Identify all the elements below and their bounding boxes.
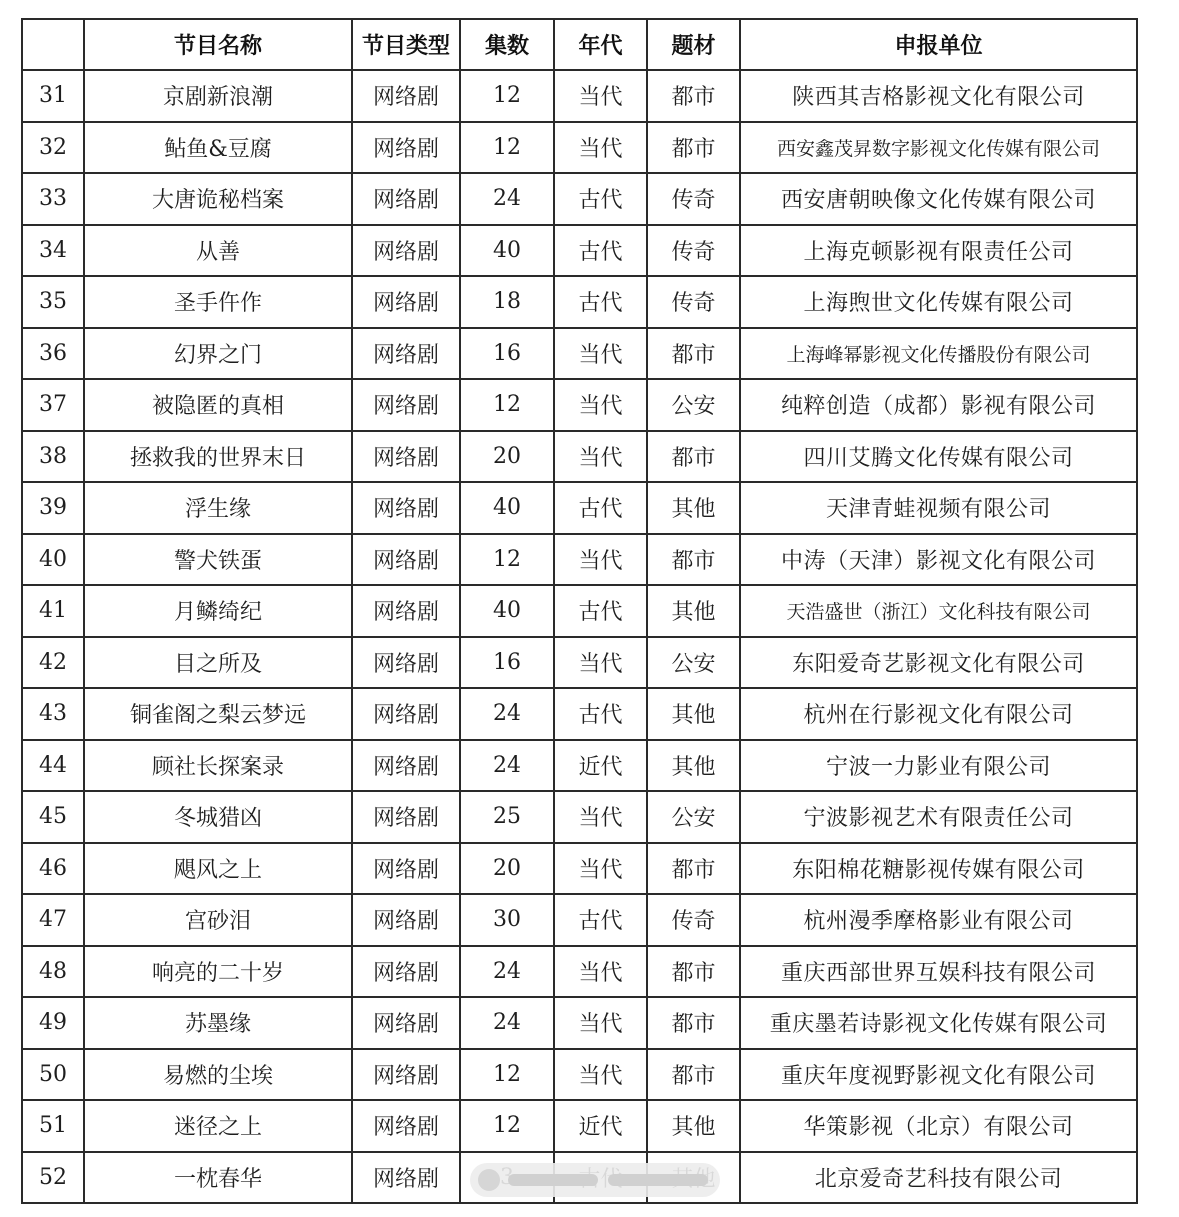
cell-theme: 都市 [647, 997, 740, 1049]
cell-theme: 都市 [647, 946, 740, 998]
cell-era: 当代 [554, 997, 647, 1049]
cell-episodes: 18 [460, 276, 554, 328]
cell-program-type: 网络剧 [352, 328, 460, 380]
cell-index: 37 [22, 379, 84, 431]
cell-index: 44 [22, 740, 84, 792]
cell-program-name: 迷径之上 [84, 1100, 352, 1152]
cell-theme: 公安 [647, 379, 740, 431]
cell-applicant: 四川艾腾文化传媒有限公司 [740, 431, 1137, 483]
cell-theme: 传奇 [647, 276, 740, 328]
cell-theme: 都市 [647, 70, 740, 122]
header-applicant: 申报单位 [740, 19, 1137, 70]
header-theme: 题材 [647, 19, 740, 70]
cell-theme: 都市 [647, 534, 740, 586]
table-row [22, 688, 1137, 740]
cell-theme: 公安 [647, 791, 740, 843]
cell-applicant: 天津青蛙视频有限公司 [740, 482, 1137, 534]
cell-era: 古代 [554, 894, 647, 946]
cell-era: 当代 [554, 946, 647, 998]
cell-applicant: 上海煦世文化传媒有限公司 [740, 276, 1137, 328]
cell-era: 当代 [554, 534, 647, 586]
cell-program-name: 铜雀阁之梨云梦远 [84, 688, 352, 740]
table-row [22, 379, 1137, 431]
cell-theme: 其他 [647, 482, 740, 534]
cell-index: 32 [22, 122, 84, 174]
cell-program-name: 警犬铁蛋 [84, 534, 352, 586]
cell-episodes: 25 [460, 791, 554, 843]
cell-applicant: 陕西其吉格影视文化有限公司 [740, 70, 1137, 122]
cell-era: 当代 [554, 431, 647, 483]
cell-episodes: 40 [460, 585, 554, 637]
cell-program-type: 网络剧 [352, 70, 460, 122]
table-row [22, 173, 1137, 225]
cell-episodes: 24 [460, 173, 554, 225]
cell-episodes: 12 [460, 70, 554, 122]
cell-index: 38 [22, 431, 84, 483]
cell-index: 35 [22, 276, 84, 328]
cell-program-name: 大唐诡秘档案 [84, 173, 352, 225]
cell-program-name: 易燃的尘埃 [84, 1049, 352, 1101]
cell-program-name: 圣手仵作 [84, 276, 352, 328]
cell-era: 古代 [554, 173, 647, 225]
cell-theme: 其他 [647, 585, 740, 637]
cell-theme: 传奇 [647, 173, 740, 225]
table-row [22, 946, 1137, 998]
cell-era: 古代 [554, 225, 647, 277]
cell-program-name: 飓风之上 [84, 843, 352, 895]
table-row [22, 740, 1137, 792]
table-header-row [22, 19, 1137, 70]
cell-era: 当代 [554, 843, 647, 895]
cell-episodes: 24 [460, 997, 554, 1049]
header-era: 年代 [554, 19, 647, 70]
table-row [22, 791, 1137, 843]
cell-episodes: 16 [460, 328, 554, 380]
cell-index: 33 [22, 173, 84, 225]
document-sheet [21, 18, 1138, 1204]
cell-era: 古代 [554, 276, 647, 328]
cell-theme: 都市 [647, 431, 740, 483]
cell-era: 当代 [554, 379, 647, 431]
table-row [22, 1100, 1137, 1152]
cell-applicant: 重庆西部世界互娱科技有限公司 [740, 946, 1137, 998]
cell-index: 34 [22, 225, 84, 277]
table-row [22, 997, 1137, 1049]
cell-index: 48 [22, 946, 84, 998]
cell-episodes: 20 [460, 843, 554, 895]
cell-program-type: 网络剧 [352, 997, 460, 1049]
header-episodes: 集数 [460, 19, 554, 70]
cell-program-name: 京剧新浪潮 [84, 70, 352, 122]
cell-episodes: 16 [460, 637, 554, 689]
cell-episodes: 12 [460, 379, 554, 431]
cell-episodes: 12 [460, 1100, 554, 1152]
cell-program-type: 网络剧 [352, 688, 460, 740]
cell-applicant: 中涛（天津）影视文化有限公司 [740, 534, 1137, 586]
cell-era: 近代 [554, 1100, 647, 1152]
cell-episodes: 20 [460, 431, 554, 483]
cell-applicant: 上海克顿影视有限责任公司 [740, 225, 1137, 277]
cell-program-type: 网络剧 [352, 637, 460, 689]
cell-index: 52 [22, 1152, 84, 1204]
cell-program-type: 网络剧 [352, 946, 460, 998]
table-row [22, 276, 1137, 328]
watermark-text-bar [508, 1174, 598, 1186]
cell-theme: 传奇 [647, 225, 740, 277]
cell-applicant: 杭州漫季摩格影业有限公司 [740, 894, 1137, 946]
cell-episodes: 24 [460, 740, 554, 792]
cell-program-name: 宫砂泪 [84, 894, 352, 946]
cell-index: 45 [22, 791, 84, 843]
cell-era: 近代 [554, 740, 647, 792]
cell-applicant: 宁波影视艺术有限责任公司 [740, 791, 1137, 843]
cell-program-type: 网络剧 [352, 173, 460, 225]
cell-applicant: 纯粹创造（成都）影视有限公司 [740, 379, 1137, 431]
cell-era: 当代 [554, 791, 647, 843]
cell-program-name: 拯救我的世界末日 [84, 431, 352, 483]
table-row [22, 225, 1137, 277]
watermark-text-bar [608, 1174, 708, 1186]
table-row [22, 534, 1137, 586]
cell-program-name: 响亮的二十岁 [84, 946, 352, 998]
table-row [22, 122, 1137, 174]
cell-applicant: 宁波一力影业有限公司 [740, 740, 1137, 792]
cell-theme: 都市 [647, 843, 740, 895]
table-row [22, 637, 1137, 689]
cell-index: 39 [22, 482, 84, 534]
cell-applicant: 东阳棉花糖影视传媒有限公司 [740, 843, 1137, 895]
cell-program-name: 鲇鱼&豆腐 [84, 122, 352, 174]
watermark-overlay [470, 1163, 720, 1197]
cell-theme: 公安 [647, 637, 740, 689]
cell-index: 42 [22, 637, 84, 689]
cell-index: 50 [22, 1049, 84, 1101]
cell-episodes: 12 [460, 1049, 554, 1101]
cell-applicant: 北京爱奇艺科技有限公司 [740, 1152, 1137, 1204]
header-index [22, 19, 84, 70]
cell-index: 49 [22, 997, 84, 1049]
cell-theme: 其他 [647, 1100, 740, 1152]
cell-program-type: 网络剧 [352, 585, 460, 637]
cell-era: 当代 [554, 122, 647, 174]
cell-applicant: 西安鑫茂昇数字影视文化传媒有限公司 [740, 122, 1137, 174]
cell-program-type: 网络剧 [352, 740, 460, 792]
cell-theme: 都市 [647, 1049, 740, 1101]
cell-program-type: 网络剧 [352, 791, 460, 843]
cell-program-name: 被隐匿的真相 [84, 379, 352, 431]
cell-applicant: 重庆墨若诗影视文化传媒有限公司 [740, 997, 1137, 1049]
cell-index: 46 [22, 843, 84, 895]
cell-theme: 其他 [647, 688, 740, 740]
cell-program-type: 网络剧 [352, 1100, 460, 1152]
cell-program-type: 网络剧 [352, 1049, 460, 1101]
header-program-type: 节目类型 [352, 19, 460, 70]
table-row [22, 1049, 1137, 1101]
cell-program-name: 从善 [84, 225, 352, 277]
cell-era: 古代 [554, 585, 647, 637]
cell-program-type: 网络剧 [352, 379, 460, 431]
cell-era: 当代 [554, 328, 647, 380]
cell-index: 36 [22, 328, 84, 380]
cell-era: 古代 [554, 482, 647, 534]
table-body [22, 70, 1137, 1203]
cell-theme: 传奇 [647, 894, 740, 946]
cell-era: 当代 [554, 70, 647, 122]
cell-program-name: 一枕春华 [84, 1152, 352, 1204]
cell-index: 40 [22, 534, 84, 586]
cell-episodes: 12 [460, 122, 554, 174]
cell-episodes: 40 [460, 482, 554, 534]
cell-applicant: 重庆年度视野影视文化有限公司 [740, 1049, 1137, 1101]
cell-episodes: 24 [460, 688, 554, 740]
table-row [22, 431, 1137, 483]
cell-episodes: 40 [460, 225, 554, 277]
cell-episodes: 24 [460, 946, 554, 998]
header-program-name: 节目名称 [84, 19, 352, 70]
cell-era: 古代 [554, 688, 647, 740]
cell-episodes: 30 [460, 894, 554, 946]
cell-index: 51 [22, 1100, 84, 1152]
cell-program-type: 网络剧 [352, 122, 460, 174]
cell-program-type: 网络剧 [352, 276, 460, 328]
watermark-logo-icon [478, 1169, 500, 1191]
table-row [22, 70, 1137, 122]
cell-program-type: 网络剧 [352, 843, 460, 895]
cell-program-type: 网络剧 [352, 1152, 460, 1204]
table-row [22, 843, 1137, 895]
cell-program-type: 网络剧 [352, 894, 460, 946]
cell-applicant: 华策影视（北京）有限公司 [740, 1100, 1137, 1152]
program-table [21, 18, 1138, 1204]
cell-theme: 都市 [647, 328, 740, 380]
cell-program-name: 苏墨缘 [84, 997, 352, 1049]
cell-applicant: 杭州在行影视文化有限公司 [740, 688, 1137, 740]
cell-applicant: 天浩盛世（浙江）文化科技有限公司 [740, 585, 1137, 637]
cell-index: 43 [22, 688, 84, 740]
cell-episodes: 12 [460, 534, 554, 586]
cell-program-name: 冬城猎凶 [84, 791, 352, 843]
cell-index: 47 [22, 894, 84, 946]
table-row [22, 328, 1137, 380]
cell-applicant: 西安唐朝映像文化传媒有限公司 [740, 173, 1137, 225]
table-row [22, 894, 1137, 946]
cell-era: 当代 [554, 637, 647, 689]
cell-program-name: 月鳞绮纪 [84, 585, 352, 637]
cell-program-type: 网络剧 [352, 534, 460, 586]
cell-index: 31 [22, 70, 84, 122]
cell-program-name: 顾社长探案录 [84, 740, 352, 792]
cell-program-name: 目之所及 [84, 637, 352, 689]
cell-applicant: 上海峰幂影视文化传播股份有限公司 [740, 328, 1137, 380]
table-row [22, 482, 1137, 534]
cell-program-type: 网络剧 [352, 431, 460, 483]
table-row [22, 585, 1137, 637]
cell-program-type: 网络剧 [352, 225, 460, 277]
cell-theme: 其他 [647, 740, 740, 792]
cell-index: 41 [22, 585, 84, 637]
cell-program-type: 网络剧 [352, 482, 460, 534]
cell-program-name: 幻界之门 [84, 328, 352, 380]
cell-applicant: 东阳爱奇艺影视文化有限公司 [740, 637, 1137, 689]
cell-program-name: 浮生缘 [84, 482, 352, 534]
cell-theme: 都市 [647, 122, 740, 174]
cell-era: 当代 [554, 1049, 647, 1101]
